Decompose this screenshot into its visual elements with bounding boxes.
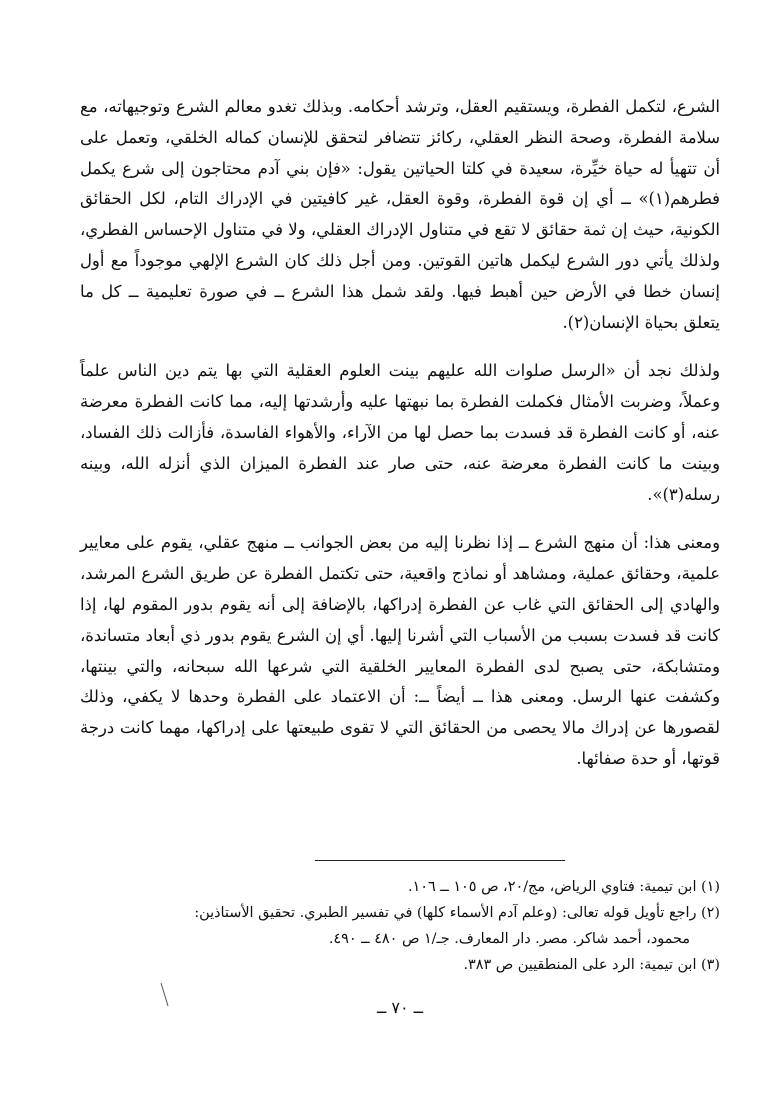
footnote-separator bbox=[315, 860, 565, 861]
paragraph-3: ومعنى هذا: أن منهج الشرع ــ إذا نظرنا إليه من بعض الجوانب ــ منهج عقلي، يقوم على معايير علمية، وحقائق عملية، ومشاهد أو نماذج واقعية، حتى تكتمل الفطرة عن طريق الشرع المرشد، والهادي إلى الحقائق التي غاب عن الفطرة إدراكها، بالإضافة إلى أنه يقوم بدور المقوم لها، إذا كانت قد فسدت بسبب من الأسباب التي أشرنا إليها. أي إن الشرع يقوم بدور ذي أبعاد متساندة، ومتشابكة، حتى يصبح لدى الفطرة المعايير الخلقية التي شرعها الله سبحانه، والتي بينتها، وكشفت عنها الرسل. ومعنى هذا ــ أيضاً ــ: أن الاعتماد على الفطرة وحدها لا يكفي، وذلك لقصورها عن إدراك مالا يحصى من الحقائق التي لا تقوى طبيعتها على إدراكها، مهما كانت درجة قوتها، أو حدة صفائها. bbox=[80, 533, 720, 768]
footnote-2: (٢) راجع تأويل قوله تعالى: (وعلم آدم الأسماء كلها) في تفسير الطبري. تحقيق الأستاذين: bbox=[194, 905, 720, 921]
page-number: ــ ٧٠ ــ bbox=[376, 998, 424, 1017]
stray-pen-mark bbox=[160, 982, 170, 1008]
paragraph-1: الشرع، لتكمل الفطرة، ويستقيم العقل، وترشد أحكامه. وبذلك تغدو معالم الشرع وتوجيهاته، مع سلامة الفطرة، وصحة النظر العقلي، ركائز تتضافر لتحقق للإنسان كماله الخلقي، وتعمل على أن تتهيأ له حياة خيِّرة، سعيدة في كلتا الحياتين يقول: «فإن بني آدم محتاجون إلى شرع يكمل فطرهم(١)» ــ أي إن قوة الفطرة، وقوة العقل، غير كافيتين في الإدراك التام، لكل الحقائق الكونية، حيث إن ثمة حقائق لا تقع في متناول الإدراك العقلي، ولا في متناول الإحساس الفطري، ولذلك يأتي دور الشرع ليكمل هاتين القوتين. ومن أجل ذلك كان الشرع الإلهي موجوداً مع أول إنسان خطا في الأرض حين أهبط فيها. ولقد شمل هذا الشرع ــ في صورة تعليمية ــ كل ما يتعلق بحياة الإنسان(٢). bbox=[80, 97, 720, 332]
footnote-2-continuation: محمود، أحمد شاكر. مصر. دار المعارف. جـ/١ ص ٤٨٠ ــ ٤٩٠. bbox=[328, 931, 690, 947]
footnote-1: (١) ابن تيمية: فتاوي الرياض، مج/٢٠، ص ١٠٥ ــ ١٠٦. bbox=[407, 879, 720, 895]
footnotes bbox=[80, 874, 720, 978]
footnote-3: (٣) ابن تيمية: الرد على المنطقيين ص ٣٨٣. bbox=[463, 957, 720, 973]
book-page bbox=[80, 92, 720, 1092]
paragraph-2: ولذلك نجد أن «الرسل صلوات الله عليهم بينت العلوم العقلية التي بها يتم دين الناس علماً وعملاً، وضربت الأمثال فكملت الفطرة بما نبهتها عليه وأرشدتها إليه، مما كانت الفطرة معرضة عنه، أو كانت الفطرة قد فسدت بما حصل لها من الآراء، والأهواء الفاسدة، فأزالت ذلك الفساد، وبينت ما كانت الفطرة معرضة عنه، حتى صار عند الفطرة الميزان الذي أنزله الله، وبينه رسله(٣)». bbox=[80, 361, 720, 504]
